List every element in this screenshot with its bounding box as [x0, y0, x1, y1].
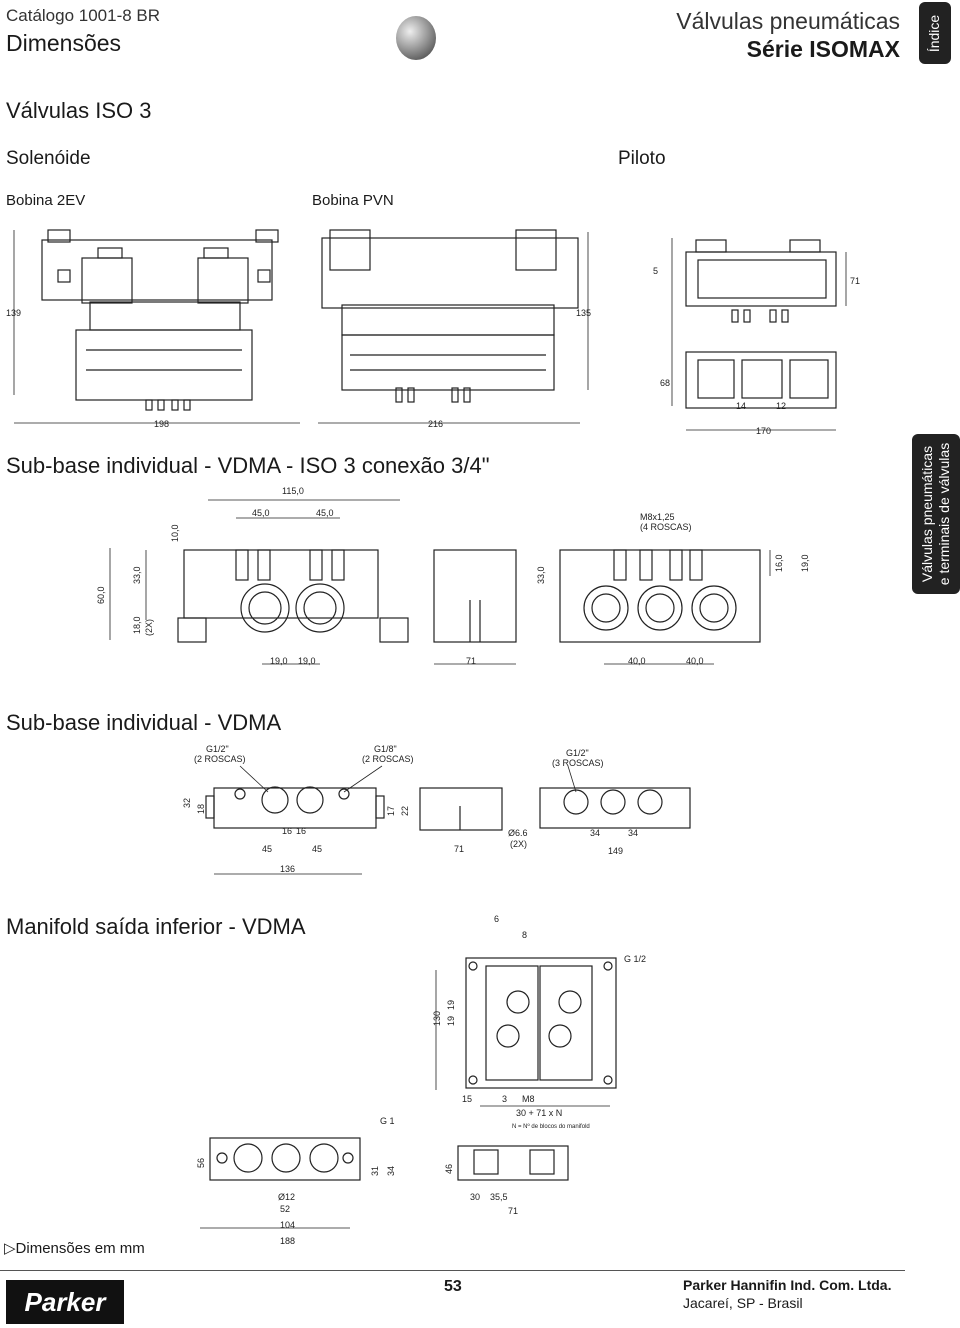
- bobina-pvn-label: Bobina PVN: [312, 192, 394, 209]
- g12-a: G1/2": [206, 744, 229, 754]
- dim-19c: 19,0: [800, 554, 810, 572]
- dim-60: 60,0: [96, 586, 106, 604]
- product-title: Válvulas pneumáticas: [676, 8, 900, 34]
- dim-18: 18,0: [132, 616, 142, 634]
- m8-thread: M8x1,25: [640, 512, 675, 522]
- dim-d12: Ø12: [278, 1192, 296, 1202]
- manifold-side-view: [458, 1146, 568, 1180]
- dim-45a-v: 45: [262, 844, 273, 854]
- dim-19b: 19,0: [298, 656, 316, 666]
- dim-149: 149: [608, 846, 624, 856]
- dim-188: 188: [280, 1236, 296, 1246]
- catalog-number: Catálogo 1001-8 BR: [6, 6, 161, 25]
- subbase-vdma-front: [206, 787, 384, 828]
- dim-115: 115,0: [282, 486, 304, 496]
- dim-71: 71: [850, 276, 861, 286]
- dim-19a-m: 19: [446, 1015, 456, 1026]
- subbase-vdma-side: [420, 788, 502, 830]
- dim-16a: 16: [282, 826, 293, 836]
- subbase-vdma-top: [540, 788, 690, 828]
- dim-136: 136: [280, 864, 296, 874]
- dim-40a: 40,0: [628, 656, 646, 666]
- drawing-subbase-iso3: [0, 480, 910, 680]
- dim-16b: 16: [296, 826, 307, 836]
- piloto-title: Piloto: [618, 148, 666, 169]
- pilot-drawing: [686, 240, 836, 408]
- solenoide-title: Solenóide: [6, 148, 91, 169]
- g18: G1/8": [374, 744, 397, 754]
- g12-b: G1/2": [566, 748, 589, 758]
- dim-16: 16,0: [774, 554, 784, 572]
- subbase-iso3-side: [434, 550, 516, 642]
- dim-2x-vdma: (2X): [510, 839, 528, 849]
- dim-66: Ø6.6: [508, 828, 528, 838]
- bobina-2ev-label: Bobina 2EV: [6, 192, 86, 209]
- m8-manifold: M8: [522, 1094, 535, 1104]
- dim-130: 130: [432, 1010, 442, 1026]
- dim-34a: 34: [590, 828, 601, 838]
- dim-33b: 33,0: [536, 566, 546, 584]
- dim-46: 46: [444, 1163, 454, 1174]
- dim-17: 17: [386, 805, 396, 816]
- dim-71-vdma: 71: [454, 844, 465, 854]
- dim-32: 32: [182, 797, 192, 808]
- subbase-iso3-front: [178, 550, 408, 642]
- dim-12: 12: [776, 401, 787, 411]
- roscas-3: (3 ROSCAS): [552, 758, 604, 768]
- roscas-2b: (2 ROSCAS): [362, 754, 414, 764]
- dim-14: 14: [736, 401, 747, 411]
- dim-170: 170: [756, 426, 772, 436]
- globe-icon: [396, 16, 436, 60]
- dim-198: 198: [154, 419, 170, 429]
- manifold-top-view: [466, 958, 616, 1088]
- dim-6: 6: [494, 914, 500, 924]
- triangle-icon: ▷: [4, 1240, 16, 1257]
- parker-logo: Parker: [6, 1280, 124, 1324]
- dim-8: 8: [522, 930, 528, 940]
- note-blocks: N = Nº de blocos do manifold: [512, 1124, 590, 1130]
- drawing-iso3-valves: [0, 210, 910, 445]
- solenoid-pvn-drawing: [322, 230, 578, 402]
- footer-divider: [0, 1270, 905, 1271]
- dim-52: 52: [280, 1204, 291, 1214]
- dim-34b: 34: [628, 828, 639, 838]
- dim-216: 216: [428, 419, 444, 429]
- dim-10: 10,0: [170, 524, 180, 542]
- section-title: Dimensões: [6, 30, 122, 56]
- dim-30: 30: [470, 1192, 481, 1202]
- dim-139: 139: [6, 308, 22, 318]
- dim-22: 22: [400, 805, 410, 816]
- formula: 30 + 71 x N: [516, 1108, 563, 1118]
- iso3-title: Válvulas ISO 3: [6, 98, 152, 123]
- subbase-iso3-title: Sub-base individual - VDMA - ISO 3 conexão 3/4": [6, 453, 490, 478]
- roscas-2a: (2 ROSCAS): [194, 754, 246, 764]
- dim-355: 35,5: [490, 1192, 508, 1202]
- units-note: ▷Dimensões em mm: [4, 1240, 145, 1257]
- dim-3: 3: [502, 1094, 508, 1104]
- drawing-subbase-vdma: [0, 736, 910, 886]
- company-name: Parker Hannifin Ind. Com. Ltda.: [683, 1277, 892, 1293]
- page-number: 53: [444, 1278, 462, 1295]
- dim-33a: 33,0: [132, 566, 142, 584]
- dim-19a: 19,0: [270, 656, 288, 666]
- dim-45b-v: 45: [312, 844, 323, 854]
- manifold-front-view: [210, 1138, 360, 1180]
- dim-31: 31: [370, 1165, 380, 1176]
- drawing-manifold: [0, 910, 910, 1230]
- dim-104: 104: [280, 1220, 296, 1230]
- dim-18v: 18: [196, 803, 206, 814]
- dim-34m: 34: [386, 1165, 396, 1176]
- dim-40b: 40,0: [686, 656, 704, 666]
- g1: G 1: [380, 1116, 395, 1126]
- side-tab-valves[interactable]: Válvulas pneumáticas e terminais de válvulas: [912, 434, 960, 594]
- dim-19b-m: 19: [446, 999, 456, 1010]
- dim-45b: 45,0: [316, 508, 334, 518]
- index-tab[interactable]: Índice: [919, 2, 951, 64]
- solenoid-2ev-drawing: [42, 230, 278, 410]
- company-location: Jacareí, SP - Brasil: [683, 1295, 803, 1311]
- g12-manifold: G 1/2: [624, 954, 647, 964]
- dim-5: 5: [653, 266, 659, 276]
- dim-135: 135: [576, 308, 592, 318]
- dim-56: 56: [196, 1157, 206, 1168]
- series-title: Série ISOMAX: [746, 36, 900, 62]
- subbase-iso3-top: [560, 550, 760, 642]
- dim-2x: (2X): [144, 618, 154, 636]
- roscas-4: (4 ROSCAS): [640, 522, 692, 532]
- dim-71-sub: 71: [466, 656, 477, 666]
- dim-71-manifold: 71: [508, 1206, 519, 1216]
- dim-68: 68: [660, 378, 671, 388]
- dim-45a: 45,0: [252, 508, 270, 518]
- dim-15: 15: [462, 1094, 473, 1104]
- manifold-title: Manifold saída inferior - VDMA: [6, 914, 306, 939]
- subbase-vdma-title: Sub-base individual - VDMA: [6, 710, 282, 735]
